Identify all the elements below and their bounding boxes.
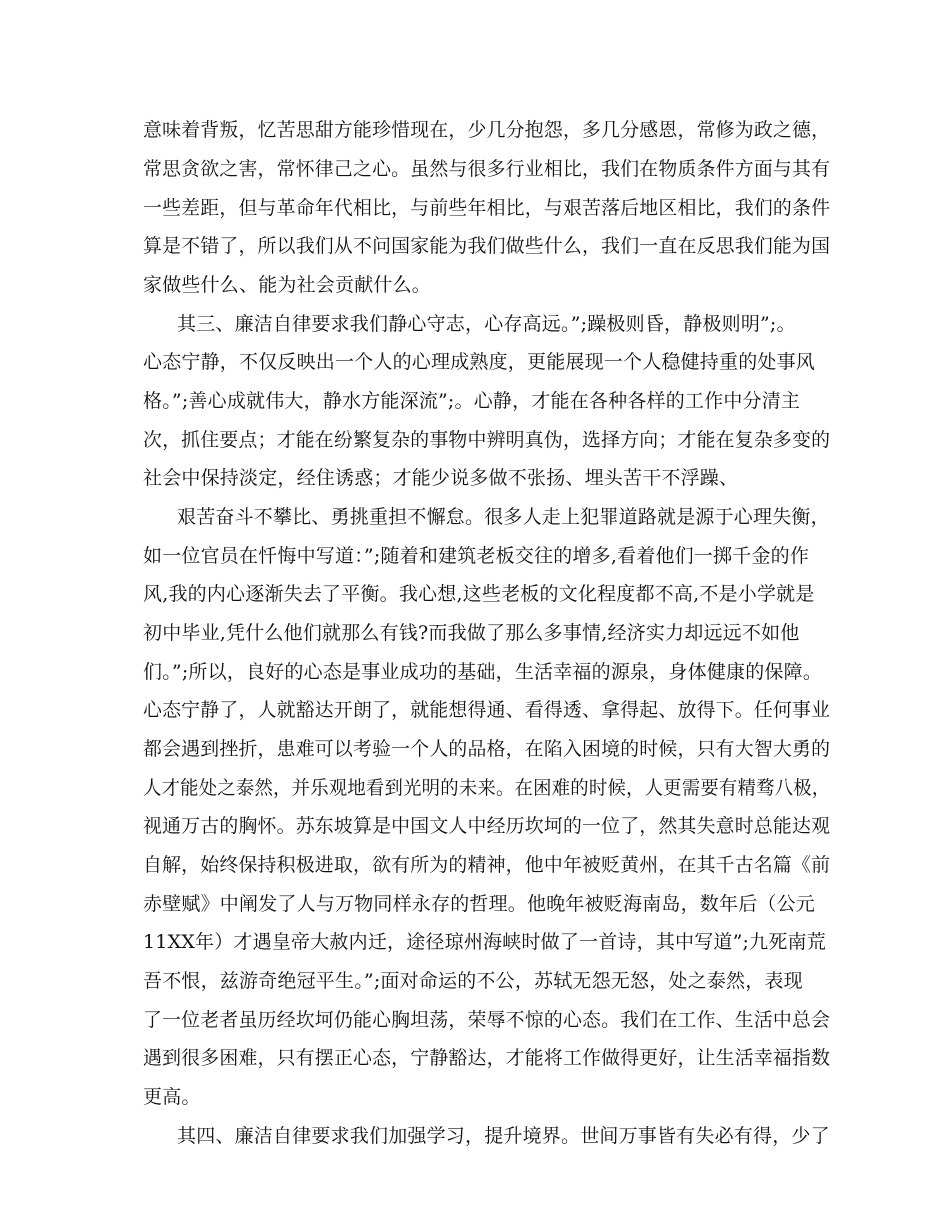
- text-line: 们。”;所以，良好的心态是事业成功的基础，生活幸福的源泉，身体健康的保障。: [143, 661, 823, 683]
- text-line: 赤壁赋》中阐发了人与万物同样永存的哲理。他晚年被贬海南岛，数年后（公元: [143, 893, 816, 915]
- text-line: 常思贪欲之害，常怀律己之心。虽然与很多行业相比，我们在物质条件方面与其有: [143, 158, 831, 180]
- text-line: 如一位官员在忏悔中写道：”;随着和建筑老板交往的增多,看着他们一掷千金的作: [143, 545, 810, 567]
- text-line: 算是不错了，所以我们从不问国家能为我们做些什么，我们一直在反思我们能为国: [143, 235, 831, 257]
- text-line: 社会中保持淡定，经住诱惑；才能少说多做不张扬、埋头苦干不浮躁、: [143, 467, 739, 489]
- text-line: 格。”;善心成就伟大，静水方能深流”;。心静，才能在各种各样的工作中分清主: [143, 390, 801, 412]
- text-line: 遇到很多困难，只有摆正心态，宁静豁达，才能将工作做得更好，让生活幸福指数: [143, 1047, 831, 1069]
- text-line: 了一位老者虽历经坎坷仍能心胸坦荡，荣辱不惊的心态。我们在工作、生活中总会: [143, 1009, 831, 1031]
- text-line: 视通万古的胸怀。苏东坡算是中国文人中经历坎坷的一位了，然其失意时总能达观: [143, 815, 831, 837]
- text-line: 自解，始终保持积极进取，欲有所为的精神，他中年被贬黄州，在其千古名篇《前: [143, 854, 831, 876]
- text-line: 一些差距，但与革命年代相比，与前些年相比，与艰苦落后地区相比，我们的条件: [143, 197, 831, 219]
- text-line: 更高。: [143, 1086, 201, 1108]
- text-line: 都会遇到挫折，患难可以考验一个人的品格，在陷入困境的时候，只有大智大勇的: [143, 738, 831, 760]
- text-line: 风,我的内心逐渐失去了平衡。我心想,这些老板的文化程度都不高,不是小学就是: [143, 583, 815, 605]
- text-line: 吾不恨，兹游奇绝冠平生。”;面对命运的不公，苏轼无怨无怒，处之泰然，表现: [143, 970, 803, 992]
- text-line: 人才能处之泰然，并乐观地看到光明的未来。在困难的时候，人更需要有精骛八极，: [143, 777, 831, 799]
- paragraph-start-line: 艰苦奋斗不攀比、勇挑重担不懈怠。很多人走上犯罪道路就是源于心理失衡，: [177, 506, 830, 528]
- text-line: 意味着背叛，忆苦思甜方能珍惜现在，少几分抱怨，多几分感恩，常修为政之德，: [143, 119, 831, 141]
- paragraph-start-line: 其三、廉洁自律要求我们静心守志，心存高远。”;躁极则昏，静极则明”;。: [177, 313, 796, 335]
- paragraph-start-line: 其四、廉洁自律要求我们加强学习，提升境界。世间万事皆有失必有得，少了: [177, 1125, 830, 1147]
- text-line: 心态宁静了，人就豁达开朗了，就能想得通、看得透、拿得起、放得下。任何事业: [143, 699, 831, 721]
- text-line: 11XX年）才遇皇帝大赦内迁，途径琼州海峡时做了一首诗，其中写道”;九死南荒: [143, 931, 826, 953]
- text-line: 心态宁静，不仅反映出一个人的心理成熟度，更能展现一个人稳健持重的处事风: [143, 351, 816, 373]
- text-line: 初中毕业,凭什么他们就那么有钱?而我做了那么多事情,经济实力却远远不如他: [143, 622, 800, 644]
- text-line: 家做些什么、能为社会贡献什么。: [143, 274, 432, 296]
- text-line: 次，抓住要点；才能在纷繁复杂的事物中辨明真伪，选择方向；才能在复杂多变的: [143, 429, 831, 451]
